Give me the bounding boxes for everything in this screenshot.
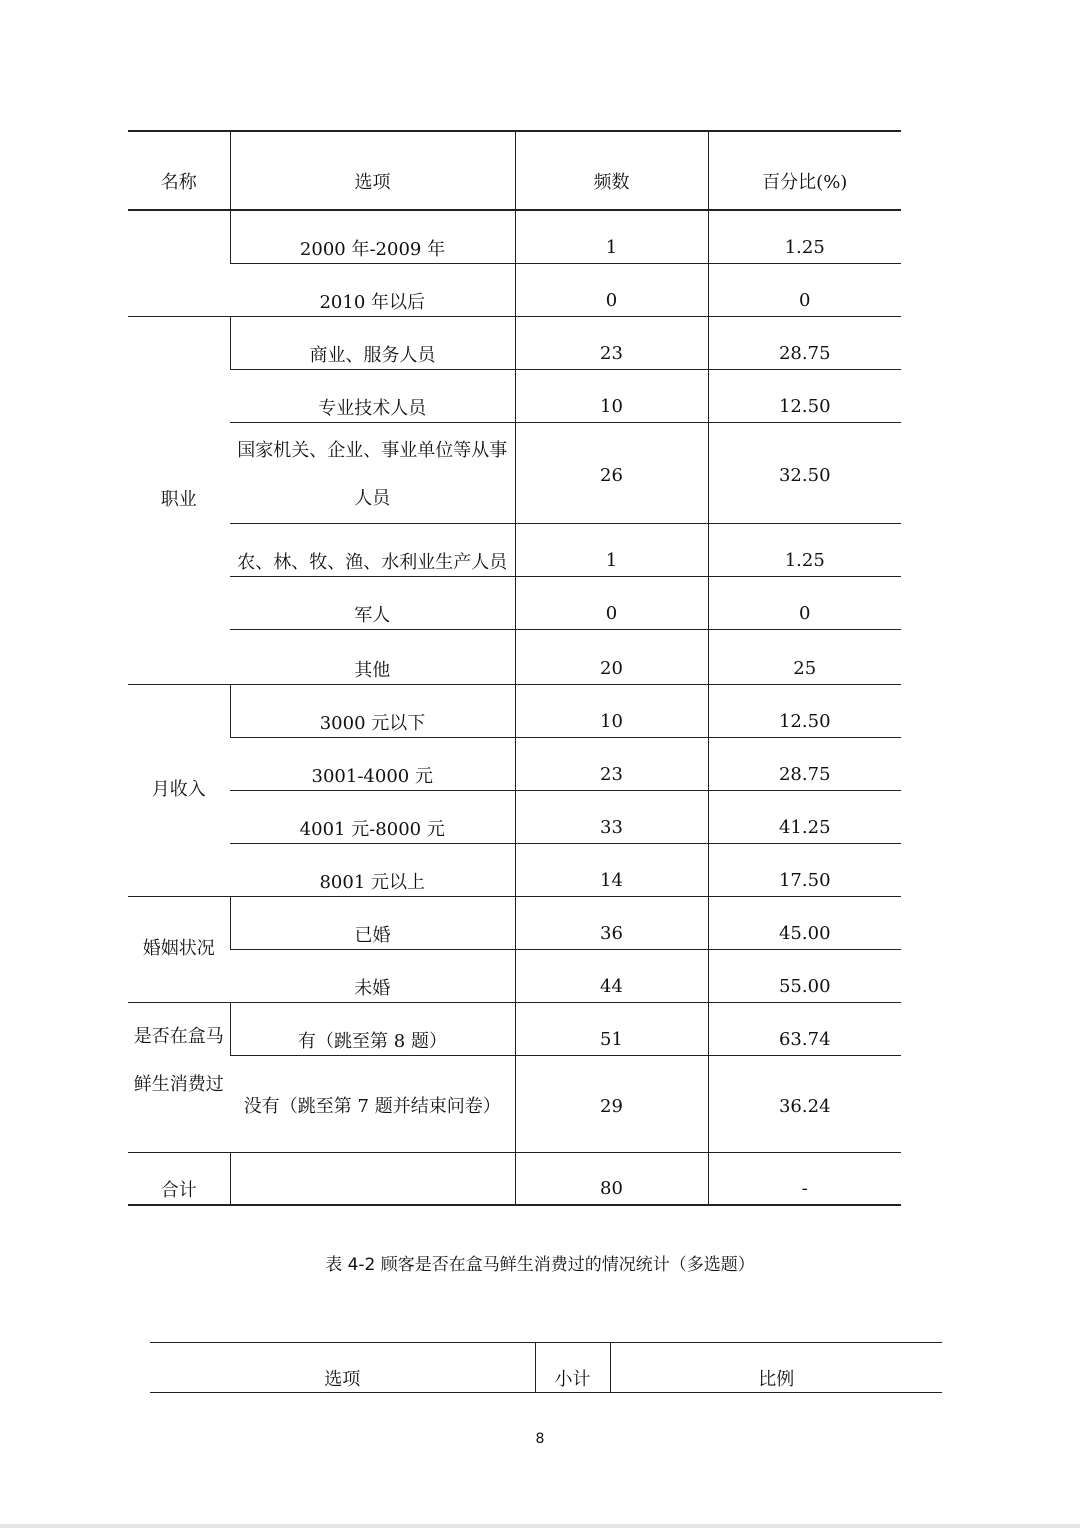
percent-cell: 0 — [708, 263, 901, 316]
percent-cell: 36.24 — [708, 1055, 901, 1152]
table-total-row — [128, 1152, 901, 1205]
table-row — [128, 1055, 901, 1152]
frequency-cell: 51 — [515, 1002, 708, 1055]
group-occupation: 职业 — [128, 316, 230, 684]
option-cell: 2000 年-2009 年 — [230, 210, 515, 263]
option-cell: 2010 年以后 — [230, 263, 515, 316]
option-cell: 未婚 — [230, 949, 515, 1002]
option-cell: 3000 元以下 — [230, 684, 515, 737]
header-percent: 百分比(%) — [708, 131, 901, 210]
percent-cell: 0 — [708, 576, 901, 629]
percent-cell: 12.50 — [708, 369, 901, 422]
group-consumed: 是否在盒马鲜生消费过 — [128, 1002, 230, 1152]
table-row — [128, 790, 901, 843]
percent-cell: 28.75 — [708, 316, 901, 369]
header-frequency: 频数 — [515, 131, 708, 210]
table-row — [128, 684, 901, 737]
percent-cell: 41.25 — [708, 790, 901, 843]
frequency-cell: 33 — [515, 790, 708, 843]
total-percent: - — [708, 1152, 901, 1205]
frequency-cell: 0 — [515, 263, 708, 316]
percent-cell: 1.25 — [708, 523, 901, 576]
table-header-row — [128, 131, 901, 210]
frequency-cell: 20 — [515, 629, 708, 684]
header-option: 选项 — [324, 1369, 361, 1390]
bottom-divider — [0, 1524, 1080, 1528]
table-row — [128, 523, 901, 576]
percent-cell: 12.50 — [708, 684, 901, 737]
frequency-cell: 29 — [515, 1055, 708, 1152]
option-cell: 3001-4000 元 — [230, 737, 515, 790]
table-row — [128, 843, 901, 896]
table-row — [128, 1002, 901, 1055]
frequency-cell: 0 — [515, 576, 708, 629]
option-cell: 农、林、牧、渔、水利业生产人员 — [230, 523, 515, 576]
consumption-table — [150, 1342, 942, 1393]
frequency-cell: 36 — [515, 896, 708, 949]
table-row — [128, 896, 901, 949]
group-income: 月收入 — [128, 684, 230, 896]
frequency-cell: 23 — [515, 316, 708, 369]
percent-cell: 25 — [708, 629, 901, 684]
frequency-cell: 1 — [515, 523, 708, 576]
total-label: 合计 — [128, 1152, 230, 1205]
header-name: 名称 — [128, 131, 230, 210]
percent-cell: 55.00 — [708, 949, 901, 1002]
percent-cell: 45.00 — [708, 896, 901, 949]
table-row — [128, 422, 901, 523]
option-cell: 4001 元-8000 元 — [230, 790, 515, 843]
percent-cell: 32.50 — [708, 422, 901, 523]
frequency-cell: 1 — [515, 210, 708, 263]
percent-cell: 1.25 — [708, 210, 901, 263]
page-number: 8 — [535, 1431, 545, 1447]
table-row — [128, 629, 901, 684]
frequency-cell: 10 — [515, 369, 708, 422]
table-row — [128, 576, 901, 629]
option-cell: 国家机关、企业、事业单位等从事人员 — [230, 422, 515, 523]
frequency-cell: 26 — [515, 422, 708, 523]
header-subtotal: 小计 — [535, 1343, 610, 1393]
option-cell: 商业、服务人员 — [230, 316, 515, 369]
option-cell: 军人 — [230, 576, 515, 629]
frequency-cell: 10 — [515, 684, 708, 737]
table-row — [128, 737, 901, 790]
table-header-row — [150, 1343, 942, 1393]
percent-cell: 63.74 — [708, 1002, 901, 1055]
frequency-cell: 14 — [515, 843, 708, 896]
table-row — [128, 316, 901, 369]
table-row — [128, 369, 901, 422]
option-cell: 8001 元以上 — [230, 843, 515, 896]
option-cell: 其他 — [230, 629, 515, 684]
table-row — [128, 949, 901, 1002]
group-cell-empty — [128, 210, 230, 316]
demographics-table — [128, 130, 901, 1206]
option-cell: 已婚 — [230, 896, 515, 949]
table-row — [128, 210, 901, 263]
group-marital: 婚姻状况 — [128, 896, 230, 1002]
frequency-cell: 23 — [515, 737, 708, 790]
frequency-cell: 44 — [515, 949, 708, 1002]
percent-cell: 17.50 — [708, 843, 901, 896]
table-row — [128, 263, 901, 316]
total-option — [230, 1152, 515, 1205]
table-caption: 表 4-2 顾客是否在盒马鲜生消费过的情况统计（多选题） — [325, 1255, 755, 1275]
header-option: 选项 — [230, 131, 515, 210]
option-cell: 没有（跳至第 7 题并结束问卷） — [230, 1055, 515, 1152]
header-ratio: 比例 — [610, 1343, 942, 1393]
total-frequency: 80 — [515, 1152, 708, 1205]
option-cell: 专业技术人员 — [230, 369, 515, 422]
option-cell: 有（跳至第 8 题） — [230, 1002, 515, 1055]
percent-cell: 28.75 — [708, 737, 901, 790]
